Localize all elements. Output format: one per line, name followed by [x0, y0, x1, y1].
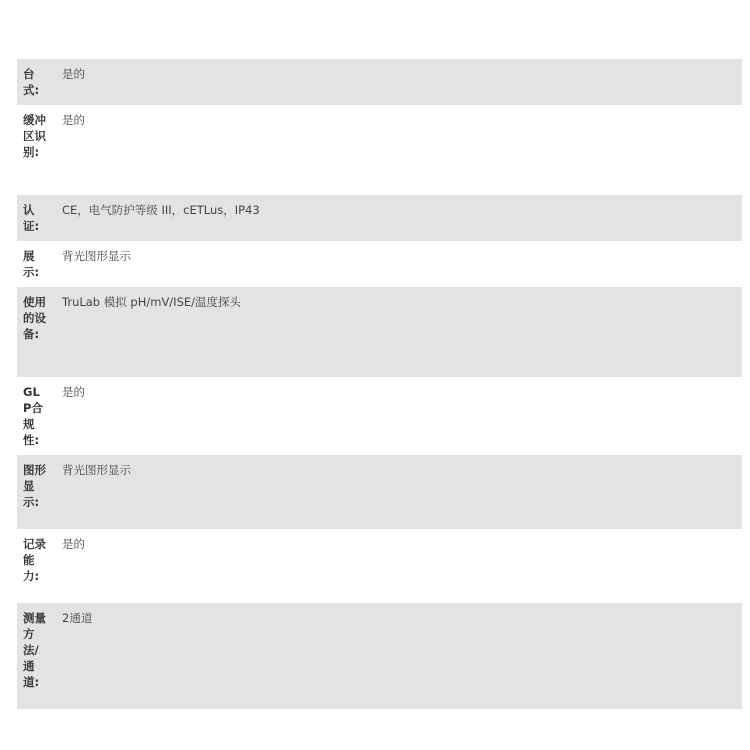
spec-label: 测量方法/通道:: [23, 611, 46, 689]
spec-value: 是的: [62, 385, 85, 399]
spec-value: 2通道: [62, 611, 93, 625]
spec-label: 缓冲区识别:: [23, 113, 46, 159]
spec-label: 认证:: [23, 203, 40, 233]
spec-value: 是的: [62, 67, 85, 81]
spec-value: TruLab 模拟 pH/mV/ISE/温度探头: [62, 295, 242, 309]
spec-row-equipment-used: [17, 287, 742, 377]
spec-row-display: [17, 241, 742, 287]
spec-value: 背光图形显示: [62, 463, 131, 477]
spec-label: 展示:: [23, 249, 40, 279]
spec-label: 图形显示:: [23, 463, 46, 509]
spec-row-buffer-recognition: [17, 105, 742, 195]
spec-value: 是的: [62, 113, 85, 127]
spec-value: CE，电气防护等级 III，cETLus，IP43: [62, 203, 260, 217]
spec-row-measurement-channels: [17, 603, 742, 709]
spec-row-logging-capability: [17, 529, 742, 603]
spec-label: 使用的设备:: [23, 295, 46, 341]
spec-value: 是的: [62, 537, 85, 551]
spec-table: [17, 59, 742, 709]
spec-label: 台式:: [23, 67, 40, 97]
spec-label: GLP合规性:: [23, 385, 43, 447]
spec-value: 背光图形显示: [62, 249, 131, 263]
spec-row-graphic-display: [17, 455, 742, 529]
spec-row-certification: [17, 195, 742, 241]
spec-row-benchtop: [17, 59, 742, 105]
spec-label: 记录能力:: [23, 537, 46, 583]
spec-row-glp-compliance: [17, 377, 742, 455]
